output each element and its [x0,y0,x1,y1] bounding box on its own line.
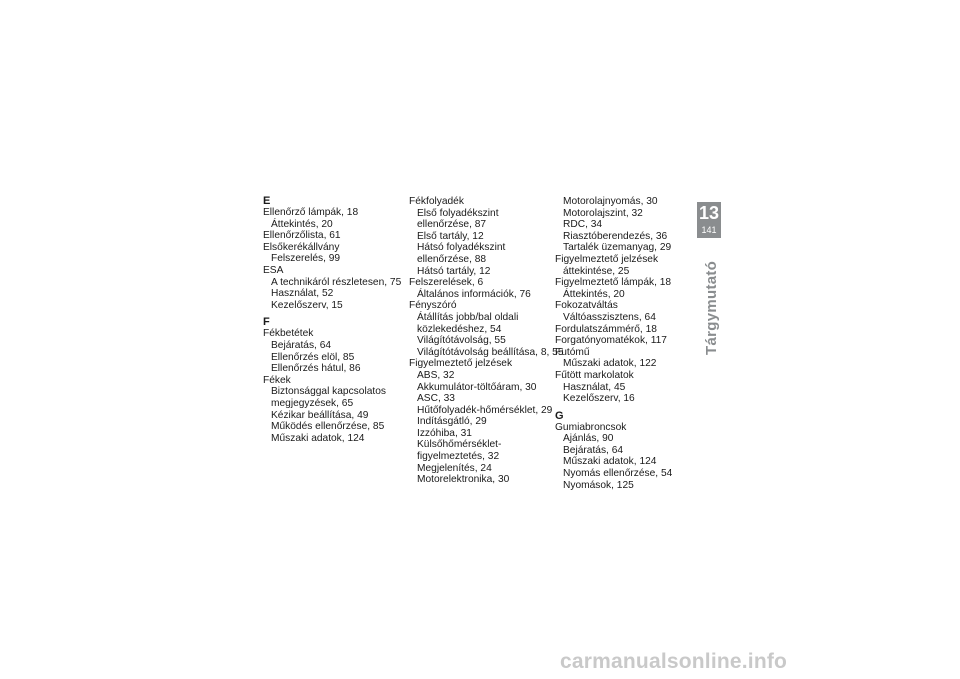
entry-subitem: Műszaki adatok, 124 [271,432,365,444]
entry-subitem: Motorelektronika, 30 [417,474,510,486]
entry-subitem: ABS, 32 [417,369,455,381]
entry-heading: Futómű [555,346,590,358]
entry-subitem: Világítótávolság beállítása, 8, 55 [417,346,564,358]
entry-heading: Ellenőrző lámpák, 18 [263,207,359,218]
entry-heading: Gumiabroncsok [555,421,627,433]
entry-heading: Fékfolyadék [409,196,464,207]
entry-subitem: Hűtőfolyadék-hőmérséklet, 29 [417,404,553,416]
entry-subitem: Bejáratás, 64 [271,339,332,351]
entry-subitem: Ellenőrzés hátul, 86 [271,363,361,375]
page-number: 141 [701,225,717,235]
entry-subitem: Nyomások, 125 [563,479,634,491]
entry-subitem: Riasztóberendezés, 36 [563,230,668,242]
entry-subitem: Használat, 52 [271,288,334,300]
watermark: carmanualsonline.info [560,650,788,673]
index-entry [555,422,695,492]
index-entry [555,335,695,347]
entry-subitem: Akkumulátor-töltőáram, 30 [417,381,537,393]
entry-subitem: Váltóasszisztens, 64 [563,311,656,323]
index-entry [409,196,549,277]
index-column-1 [263,196,403,444]
index-entry [555,196,695,254]
entry-subitem: ASC, 33 [417,393,455,405]
entry-subitem: ellenőrzése, 87 [417,219,487,231]
section-letter: F [263,316,270,329]
entry-subitem: Műszaki adatok, 122 [563,358,657,370]
entry-subitem: Használat, 45 [563,381,626,393]
index-entry [263,242,403,265]
entry-subitem: Első tartály, 12 [417,230,484,242]
index-entry [263,265,403,311]
entry-subitem: Motorolajszint, 32 [563,207,643,219]
index-entry [263,375,403,445]
index-entry [555,347,695,370]
index-entry [555,324,695,336]
entry-subitem: Műszaki adatok, 124 [563,456,657,468]
index-entry [555,254,695,277]
entry-subitem: Kezelőszerv, 15 [271,299,343,311]
entry-subitem: megjegyzések, 65 [271,397,354,409]
entry-subitem: Kezelőszerv, 16 [563,393,635,405]
entry-heading: Elsőkerékállvány [263,241,340,253]
entry-heading: Fűtött markolatok [555,369,634,381]
entry-subitem: Ellenőrzés elöl, 85 [271,351,355,363]
entry-heading: Forgatónyomatékok, 117 [555,335,667,347]
entry-subitem: RDC, 34 [563,219,603,231]
index-entry [409,277,549,300]
section-letter: E [263,195,271,207]
entry-heading: Figyelmeztető jelzések [555,253,659,265]
entry-subitem: Első folyadékszint [417,207,499,219]
index-entry [263,230,403,242]
entry-heading: Felszerelések, 6 [409,277,484,289]
entry-subitem: Nyomás ellenőrzése, 54 [563,468,673,480]
entry-subitem: Bejáratás, 64 [563,444,624,456]
entry-heading: Fékek [263,374,291,386]
entry-heading: Ellenőrzőlista, 61 [263,230,341,242]
entry-heading: Figyelmeztető lámpák, 18 [555,277,672,289]
entry-subitem: Működés ellenőrzése, 85 [271,421,385,433]
entry-subitem: Külsőhőmérséklet- [417,439,502,451]
index-entry [555,277,695,300]
entry-heading: ESA [263,264,284,276]
index-entry [409,358,553,486]
entry-subitem: Biztonsággal kapcsolatos [271,386,386,398]
entry-subitem: Ajánlás, 90 [563,433,614,445]
index-entry [555,300,695,323]
entry-subitem: Átállítás jobb/bal oldali [417,311,519,323]
chapter-tab [697,202,721,238]
entry-subitem: Áttekintés, 20 [563,288,625,300]
entry-subitem: Világítótávolság, 55 [417,335,506,347]
entry-subitem: Hátsó folyadékszint [417,242,506,254]
chapter-number: 13 [698,203,720,223]
entry-subitem: közlekedéshez, 54 [417,323,502,335]
entry-heading: Fékbetétek [263,328,314,340]
entry-subitem: Áttekintés, 20 [271,218,333,230]
chapter-title: Tárgymutató [703,260,720,355]
index-entry [263,328,403,374]
index-entry [409,300,564,358]
entry-subitem: Felszerelés, 99 [271,253,341,265]
entry-subitem: Motorolajnyomás, 30 [563,196,658,207]
entry-subitem: Indításgátló, 29 [417,416,487,428]
entry-subitem: Hátsó tartály, 12 [417,265,491,277]
entry-subitem: Tartalék üzemanyag, 29 [563,242,672,254]
index-entry [263,207,403,230]
index-entry [555,370,695,405]
entry-heading: Fényszóró [409,300,457,312]
entry-subitem: Megjelenítés, 24 [417,462,492,474]
entry-subitem: Izzóhiba, 31 [417,427,472,439]
entry-subitem: A technikáról részletesen, 75 [271,276,402,288]
index-column-3 [555,196,695,491]
section-letter: G [555,409,564,422]
entry-heading: Figyelmeztető jelzések [409,358,513,370]
index-column-2 [409,196,564,486]
entry-subitem: figyelmeztetés, 32 [417,451,500,463]
entry-subitem: ellenőrzése, 88 [417,253,487,265]
entry-heading: Fordulatszámmérő, 18 [555,323,657,335]
entry-subitem: áttekintése, 25 [563,265,630,277]
entry-subitem: Kézikar beállítása, 49 [271,409,369,421]
entry-subitem: Általános információk, 76 [417,288,531,300]
entry-heading: Fokozatváltás [555,300,618,312]
